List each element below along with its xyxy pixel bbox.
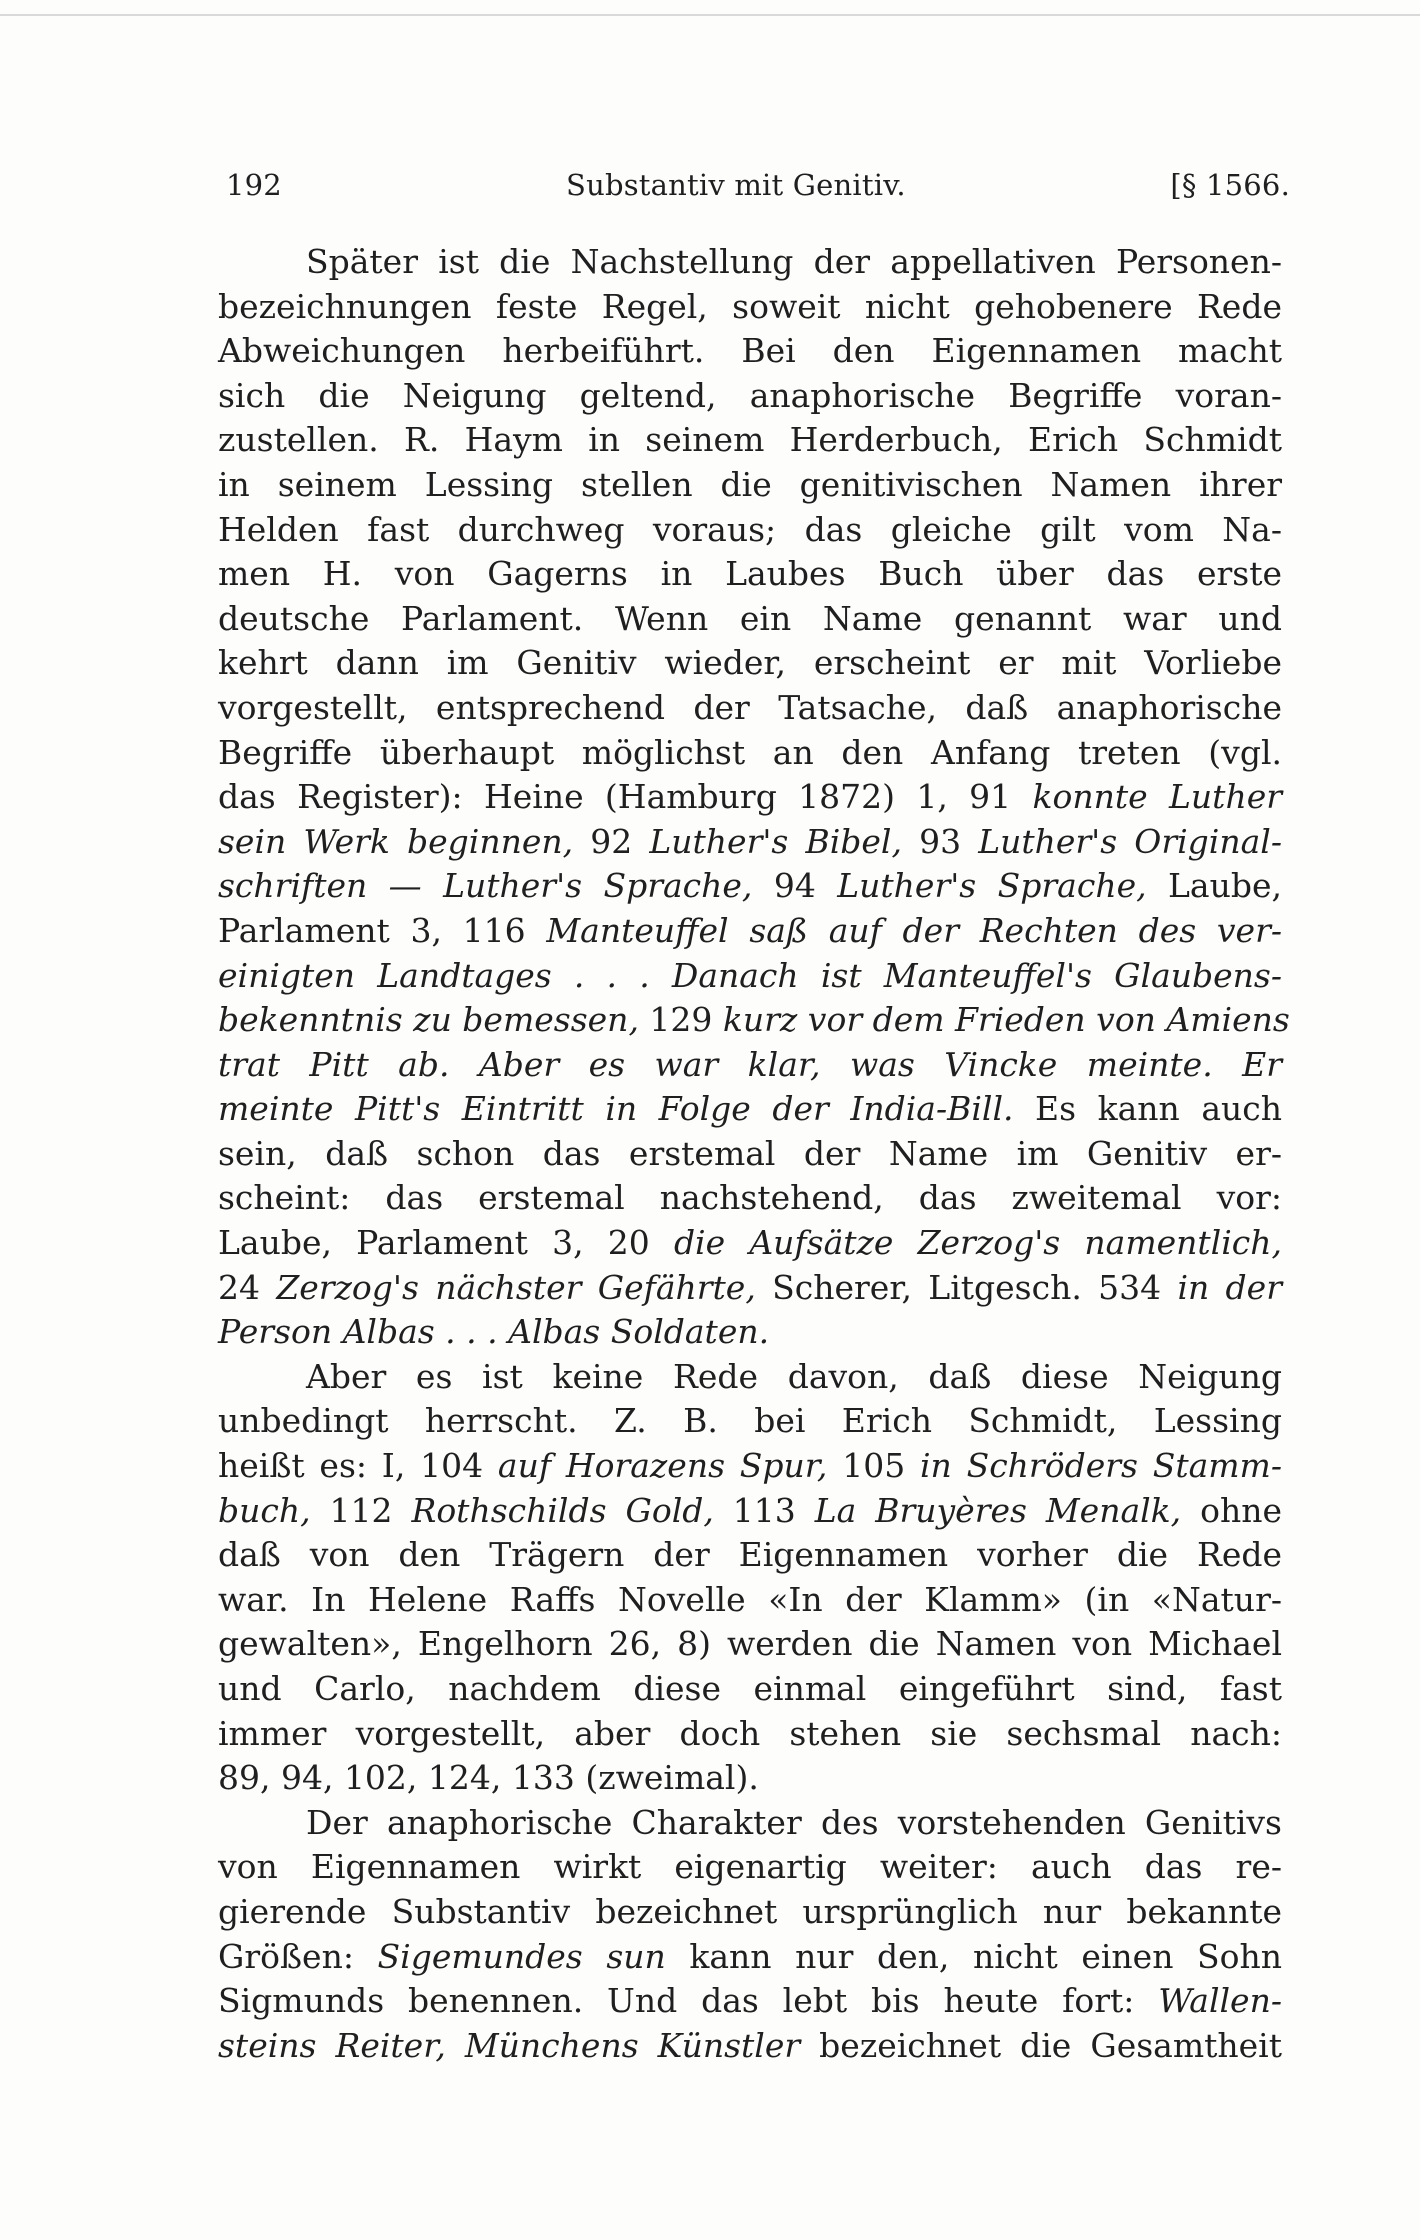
body-text xyxy=(218,240,1290,2068)
italic-citation: Rothschilds Gold, xyxy=(411,1490,714,1530)
text-run: Es kann auch xyxy=(1013,1089,1282,1129)
italic-citation: Wallen- xyxy=(1158,1981,1282,2021)
italic-citation: Luther's Sprache, xyxy=(837,866,1147,906)
text-run: men H. von Gagerns in Laubes Buch über das erste xyxy=(218,554,1282,594)
text-run: sein, daß schon das erstemal der Name im Genitiv er- xyxy=(218,1133,1282,1173)
italic-citation: schriften — Luther's Sprache, xyxy=(218,866,753,906)
text-run: 24 xyxy=(218,1267,277,1307)
italic-citation: bekenntnis zu bemessen, xyxy=(218,1000,639,1040)
text-run: kehrt dann im Genitiv wieder, erscheint er mit Vorliebe xyxy=(218,643,1282,683)
text-run: Abweichungen herbeiführt. Bei den Eigennamen macht xyxy=(218,331,1282,371)
text-run: bezeichnet die Gesamtheit xyxy=(800,2025,1282,2065)
text-line xyxy=(218,1845,1282,1890)
text-line xyxy=(218,641,1282,686)
italic-citation: Luther's Original- xyxy=(978,821,1282,861)
text-run: heißt es: I, 104 xyxy=(218,1446,498,1486)
text-run: immer vorgestellt, aber doch stehen sie sechsmal nach: xyxy=(218,1713,1282,1753)
scan-edge-line xyxy=(0,14,1420,16)
text-line xyxy=(218,1399,1282,1444)
italic-citation: buch, xyxy=(218,1490,311,1530)
text-run: daß von den Trägern der Eigennamen vorher die Rede xyxy=(218,1535,1282,1575)
text-run: war. In Helene Raffs Novelle «In der Klamm» (in «Natur- xyxy=(218,1579,1282,1619)
text-run: 89, 94, 102, 124, 133 (zweimal). xyxy=(218,1758,759,1798)
text-line xyxy=(218,909,1282,954)
text-line xyxy=(218,1355,1282,1400)
text-line xyxy=(218,508,1282,553)
text-line xyxy=(218,374,1282,419)
text-run: und Carlo, nachdem diese einmal eingeführt sind, fast xyxy=(218,1669,1282,1708)
text-line xyxy=(218,1578,1282,1623)
text-line xyxy=(218,1712,1282,1757)
text-line xyxy=(218,1667,1282,1712)
text-line xyxy=(218,1622,1282,1667)
italic-citation: Manteuffel saß auf der Rechten des ver- xyxy=(546,910,1282,950)
text-run: gewalten», Engelhorn 26, 8) werden die Namen von Michael xyxy=(218,1624,1282,1664)
italic-citation: Person Albas . . . Albas Soldaten. xyxy=(218,1312,770,1352)
text-line xyxy=(218,998,1290,1043)
text-run: 94 xyxy=(752,866,838,906)
text-line xyxy=(218,1132,1282,1177)
text-line xyxy=(218,597,1282,642)
text-run: Parlament 3, 116 xyxy=(218,910,547,950)
text-line xyxy=(218,1801,1282,1846)
text-line xyxy=(218,1489,1282,1534)
text-run: 93 xyxy=(901,821,979,861)
text-run: Scherer, Litgesch. 534 xyxy=(755,1267,1178,1307)
text-run: Helden fast durchweg voraus; das gleiche gilt vom Na- xyxy=(218,509,1282,549)
italic-citation: konnte Luther xyxy=(1032,777,1282,817)
italic-citation: trat Pitt ab. Aber es war klar, was Vincke meinte. Er xyxy=(218,1044,1282,1084)
text-run: Später ist die Nachstellung der appellativen Personen- xyxy=(306,242,1282,281)
text-run: scheint: das erstemal nachstehend, das zweitemal vor: xyxy=(218,1178,1282,1218)
text-run: ohne xyxy=(1181,1490,1283,1530)
text-line xyxy=(218,1176,1282,1221)
text-line xyxy=(218,1756,1282,1801)
text-run: vorgestellt, entsprechend der Tatsache, daß anaphorische xyxy=(218,687,1282,727)
text-line xyxy=(218,1087,1282,1132)
text-run: Größen: xyxy=(218,1936,378,1976)
text-run: sich die Neigung geltend, anaphorische Begriffe voran- xyxy=(218,375,1282,415)
italic-citation: La Bruyères Menalk, xyxy=(814,1490,1182,1530)
italic-citation: in Schröders Stamm- xyxy=(920,1446,1283,1486)
italic-citation: Sigemundes sun xyxy=(377,1936,666,1976)
text-line xyxy=(218,418,1282,463)
text-run: unbedingt herrscht. Z. B. bei Erich Schmidt, Lessing xyxy=(218,1401,1282,1441)
text-line xyxy=(218,1890,1282,1935)
section-reference: [§ 1566. xyxy=(1170,168,1290,202)
text-run: 113 xyxy=(713,1490,815,1530)
italic-citation: einigten Landtages . . . Danach ist Manteuffel's Glaubens- xyxy=(218,955,1282,995)
text-run: Laube, xyxy=(1146,866,1282,906)
text-line xyxy=(218,2024,1282,2069)
text-line xyxy=(218,1310,1282,1355)
italic-citation: sein Werk beginnen, xyxy=(218,821,574,861)
text-line xyxy=(218,329,1282,374)
text-line xyxy=(218,1444,1282,1489)
text-run: das Register): Heine (Hamburg 1872) 1, 91 xyxy=(218,777,1033,817)
text-run: 92 xyxy=(573,821,650,861)
text-line xyxy=(218,1221,1282,1266)
running-title: Substantiv mit Genitiv. xyxy=(566,168,906,202)
text-line xyxy=(218,1935,1282,1980)
italic-citation: auf Horazens Spur, xyxy=(497,1446,828,1486)
text-run: gierende Substantiv bezeichnet ursprünglich nur bekannte xyxy=(218,1891,1282,1931)
italic-citation: Luther's Bibel, xyxy=(649,821,902,861)
text-run: Aber es ist keine Rede davon, daß diese Neigung xyxy=(306,1356,1282,1396)
text-run: Sigmunds benennen. Und das lebt bis heute fort: xyxy=(218,1981,1159,2021)
text-run: von Eigennamen wirkt eigenartig weiter: auch das re- xyxy=(218,1847,1282,1887)
text-run: in seinem Lessing stellen die genitivischen Namen ihrer xyxy=(218,464,1282,504)
text-run: 105 xyxy=(827,1446,920,1486)
text-line xyxy=(218,775,1282,820)
text-line xyxy=(218,240,1282,285)
italic-citation: kurz vor dem Frieden von Amiens xyxy=(722,1000,1290,1040)
text-line xyxy=(218,1533,1282,1578)
text-run: Laube, Parlament 3, 20 xyxy=(218,1223,674,1263)
text-line xyxy=(218,1043,1282,1088)
text-run: Der anaphorische Charakter des vorstehenden Genitivs xyxy=(306,1802,1282,1842)
text-line xyxy=(218,463,1282,508)
text-run: kann nur den, nicht einen Sohn xyxy=(665,1936,1283,1976)
text-line xyxy=(218,864,1282,909)
text-run: 112 xyxy=(310,1490,412,1530)
text-line xyxy=(218,1979,1282,2024)
page-number: 192 xyxy=(226,168,282,202)
italic-citation: meinte Pitt's Eintritt in Folge der India-Bill. xyxy=(218,1089,1014,1129)
text-run: Begriffe überhaupt möglichst an den Anfang treten (vgl. xyxy=(218,732,1282,772)
text-line xyxy=(218,285,1282,330)
text-line xyxy=(218,954,1282,999)
italic-citation: steins Reiter, Münchens Künstler xyxy=(218,2025,801,2065)
text-run: bezeichnungen feste Regel, soweit nicht gehobenere Rede xyxy=(218,286,1282,326)
italic-citation: die Aufsätze Zerzog's namentlich, xyxy=(673,1223,1282,1263)
text-run: 129 xyxy=(638,1000,723,1040)
text-run: zustellen. R. Haym in seinem Herderbuch, Erich Schmidt xyxy=(218,420,1282,460)
italic-citation: in der xyxy=(1177,1267,1282,1307)
text-line xyxy=(218,1266,1282,1311)
text-run: deutsche Parlament. Wenn ein Name genannt war und xyxy=(218,598,1282,638)
page-header xyxy=(226,168,1290,208)
text-line xyxy=(218,820,1282,865)
text-line xyxy=(218,731,1282,776)
italic-citation: Zerzog's nächster Gefährte, xyxy=(276,1267,756,1307)
text-line xyxy=(218,552,1282,597)
text-line xyxy=(218,686,1282,731)
